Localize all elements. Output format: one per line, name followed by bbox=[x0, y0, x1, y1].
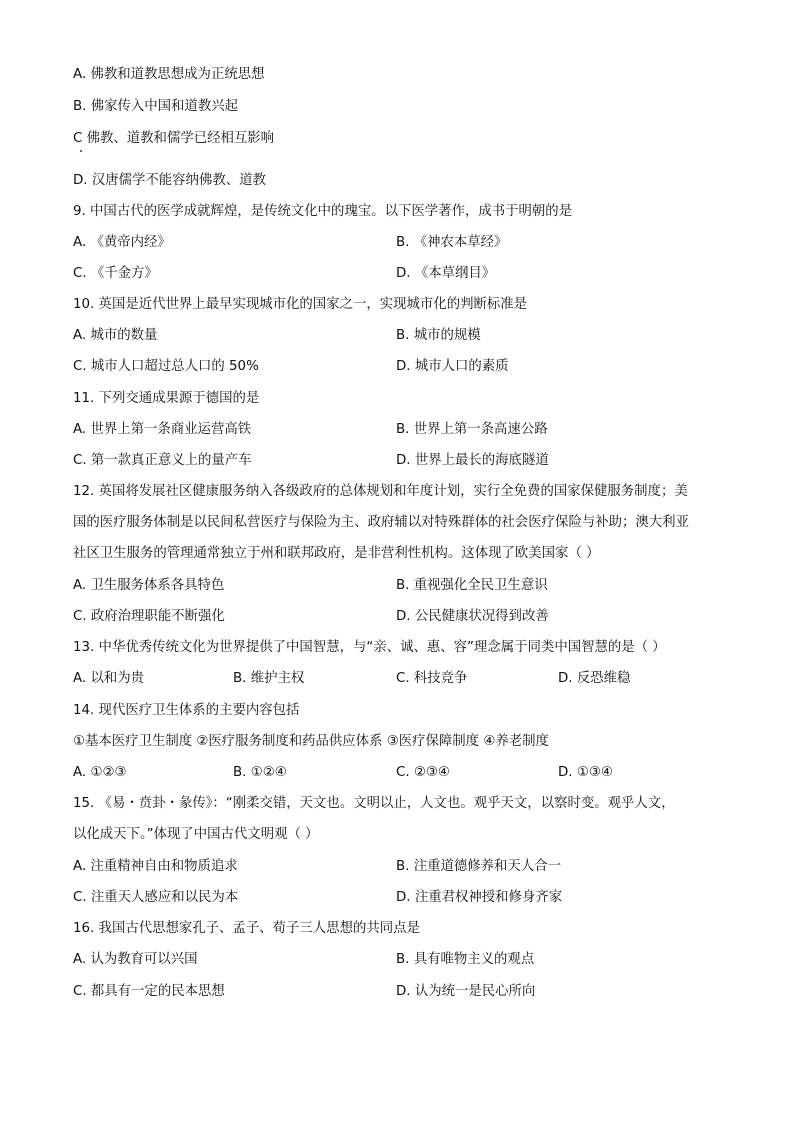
question-15-stem-line-2: 以化成天下。”体现了中国古代文明观（ ） bbox=[73, 827, 319, 842]
question-15-stem-line-1: 15. 《易・贲卦・彖传》：“刚柔交错，天文也。文明以止，人文也。观乎天文，以察时变。观乎人文， bbox=[73, 796, 675, 811]
option-14a: A. ①②③ bbox=[73, 765, 127, 780]
question-9-stem: 9. 中国古代的医学成就辉煌，是传统文化中的瑰宝。以下医学著作，成书于明朝的是 bbox=[73, 204, 573, 219]
option-16b: B. 具有唯物主义的观点 bbox=[396, 952, 535, 967]
option-13d: D. 反恐维稳 bbox=[558, 671, 631, 686]
option-16c: C. 都具有一定的民本思想 bbox=[73, 984, 225, 999]
option-8c: C 佛教、道教和儒学已经相互影响 bbox=[73, 131, 275, 146]
question-11-stem: 11. 下列交通成果源于德国的是 bbox=[73, 391, 260, 406]
question-14-stem: 14. 现代医疗卫生体系的主要内容包括 bbox=[73, 703, 300, 718]
option-10d: D. 城市人口的素质 bbox=[396, 359, 509, 374]
option-14c: C. ②③④ bbox=[396, 765, 450, 780]
option-8d: D. 汉唐儒学不能容纳佛教、道教 bbox=[73, 173, 266, 188]
option-12d: D. 公民健康状况得到改善 bbox=[396, 609, 549, 624]
option-11b: B. 世界上第一条高速公路 bbox=[396, 422, 548, 437]
option-16a: A. 认为教育可以兴国 bbox=[73, 952, 198, 967]
option-14d: D. ①③④ bbox=[558, 765, 613, 780]
option-15d: D. 注重君权神授和修身齐家 bbox=[396, 890, 563, 905]
option-8b: B. 佛家传入中国和道教兴起 bbox=[73, 99, 238, 114]
question-10-stem: 10. 英国是近代世界上最早实现城市化的国家之一，实现城市化的判断标准是 bbox=[73, 297, 528, 312]
option-13c: C. 科技竞争 bbox=[396, 671, 468, 686]
option-9b: B. 《神农本草经》 bbox=[396, 235, 508, 250]
question-12-stem-line-1: 12. 英国将发展社区健康服务纳入各级政府的总体规划和年度计划，实行全免费的国家保健服务制度；美 bbox=[73, 484, 688, 499]
option-13b: B. 维护主权 bbox=[233, 671, 305, 686]
option-11c: C. 第一款真正意义上的量产车 bbox=[73, 453, 252, 468]
option-10a: A. 城市的数量 bbox=[73, 328, 158, 343]
option-11d: D. 世界上最长的海底隧道 bbox=[396, 453, 549, 468]
option-12a: A. 卫生服务体系各具特色 bbox=[73, 578, 225, 593]
question-14-statements: ①基本医疗卫生制度 ②医疗服务制度和药品供应体系 ③医疗保障制度 ④养老制度 bbox=[73, 734, 549, 749]
option-12b: B. 重视强化全民卫生意识 bbox=[396, 578, 548, 593]
question-16-stem: 16. 我国古代思想家孔子、孟子、荀子三人思想的共同点是 bbox=[73, 921, 420, 936]
option-10c: C. 城市人口超过总人口的 50% bbox=[73, 359, 259, 374]
option-11a: A. 世界上第一条商业运营高铁 bbox=[73, 422, 252, 437]
option-9a: A. 《黄帝内经》 bbox=[73, 235, 171, 250]
option-15c: C. 注重天人感应和以民为本 bbox=[73, 890, 239, 905]
question-12-stem-line-2: 国的医疗服务体制是以民间私营医疗与保险为主、政府辅以对特殊群体的社会医疗保险与补助；澳大利亚 bbox=[73, 515, 689, 530]
option-15a: A. 注重精神自由和物质追求 bbox=[73, 859, 238, 874]
question-13-stem: 13. 中华优秀传统文化为世界提供了中国智慧，与“亲、诚、惠、容”理念属于同类中国智慧的是（ ） bbox=[73, 640, 666, 655]
option-8a: A. 佛教和道教思想成为正统思想 bbox=[73, 67, 265, 82]
option-9d: D. 《本草纲目》 bbox=[396, 266, 496, 281]
question-12-stem-line-3: 社区卫生服务的管理通常独立于州和联邦政府，是非营利性机构。这体现了欧美国家（ ） bbox=[73, 546, 600, 561]
option-14b: B. ①②④ bbox=[233, 765, 287, 780]
option-15b: B. 注重道德修养和天人合一 bbox=[396, 859, 561, 874]
option-16d: D. 认为统一是民心所向 bbox=[396, 984, 536, 999]
option-10b: B. 城市的规模 bbox=[396, 328, 481, 343]
option-12c: C. 政府治理职能不断强化 bbox=[73, 609, 225, 624]
option-9c: C. 《千金方》 bbox=[73, 266, 158, 281]
option-13a: A. 以和为贵 bbox=[73, 671, 144, 686]
stray-dot bbox=[80, 150, 82, 152]
